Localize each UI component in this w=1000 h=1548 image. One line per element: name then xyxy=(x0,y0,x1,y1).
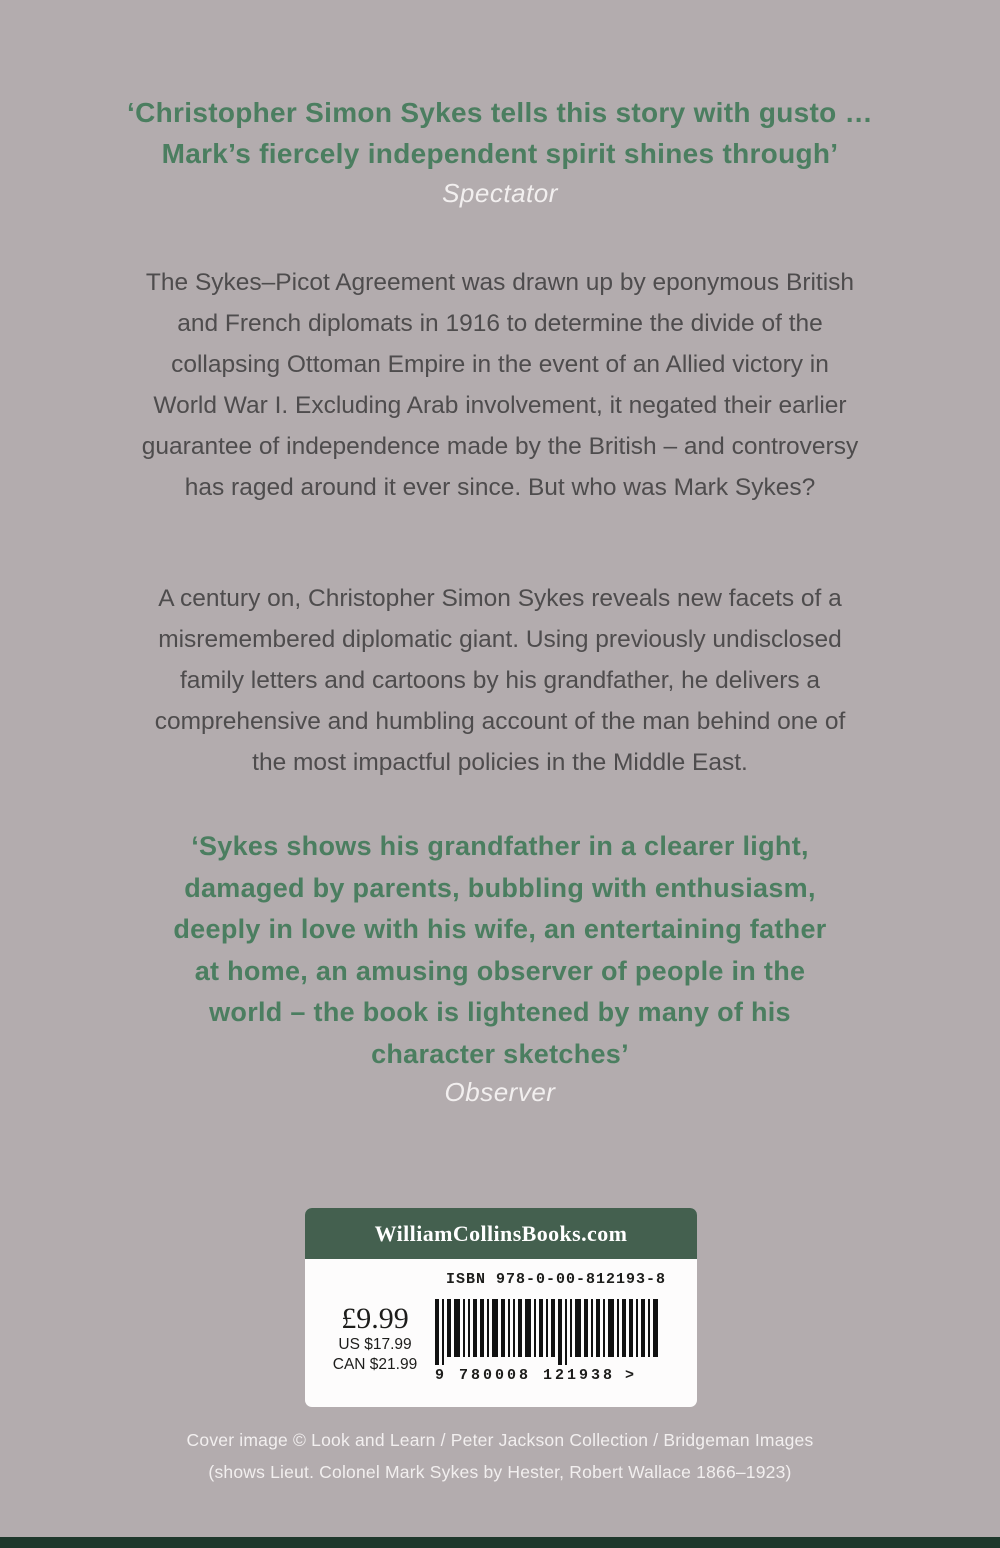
review-quote-observer: ‘Sykes shows his grandfather in a clearer light, damaged by parents, bubbling with enthusiasm, deeply in love with his wife, an entertaining father at home, an amusing observer of people in the world – the book is lightened by many of his character sketches’ xyxy=(173,831,827,1069)
ean-barcode xyxy=(433,1299,663,1384)
price-gbp: £9.99 xyxy=(341,1302,409,1335)
barcode-chevron: > xyxy=(625,1367,635,1384)
price-can: CAN $21.99 xyxy=(332,1356,418,1373)
bottom-green-band xyxy=(0,1537,1000,1548)
publisher-website: WilliamCollinsBooks.com xyxy=(305,1208,697,1259)
review-quote-spectator: ‘Christopher Simon Sykes tells this story with gusto … Mark’s fiercely independent spirit shines through’ xyxy=(127,97,873,169)
retail-info-box xyxy=(305,1208,697,1407)
quote-attribution-observer: Observer xyxy=(444,1077,556,1107)
retail-box-body xyxy=(305,1259,697,1407)
blurb-paragraph-1: The Sykes–Picot Agreement was drawn up by eponymous British and French diplomats in 1916 to determine the divide of the collapsing Ottoman Empire in the event of an Allied victory in World War I. Excluding Arab involvement, it negated their earlier guarantee of independence made by the British – and controversy has raged around it ever since. But who was Mark Sykes? xyxy=(141,269,859,501)
price-block xyxy=(323,1303,427,1375)
barcode-bars xyxy=(433,1299,658,1365)
price-us: US $17.99 xyxy=(338,1336,412,1353)
quote-attribution-spectator: Spectator xyxy=(442,178,558,208)
barcode-digits: 9 780008 121938 > xyxy=(435,1367,635,1384)
credit-line-1: Cover image © Look and Learn / Peter Jackson Collection / Bridgeman Images xyxy=(186,1430,814,1450)
credit-line-2: (shows Lieut. Colonel Mark Sykes by Hester, Robert Wallace 1866–1923) xyxy=(208,1462,792,1482)
isbn-text: ISBN 978-0-00-812193-8 xyxy=(445,1271,667,1288)
blurb-paragraph-2: A century on, Christopher Simon Sykes reveals new facets of a misremembered diplomatic giant. Using previously undisclosed family letters and cartoons by his grandfather, he delivers a comprehensive and humbling account of the man behind one of the most impactful policies in the Middle East. xyxy=(154,585,846,776)
cover-credits xyxy=(0,1424,1000,1488)
